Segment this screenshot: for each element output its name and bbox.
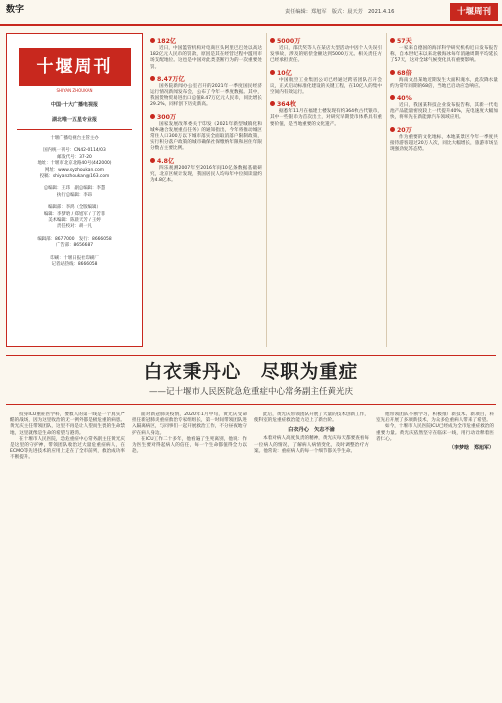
page-header bbox=[0, 0, 502, 26]
article-paragraph: 在十堰市人民医院，急危重症中心常务副主任黄光庆是这里的守护神，带领团队收治过大量危重症病人，在ECMO等先进技术的应用上走在了全市前列，救治成功率不断提升。 bbox=[10, 436, 125, 461]
publication-info-panel bbox=[6, 33, 143, 347]
bullet-icon bbox=[150, 114, 155, 119]
info-line: 总编辑：王玮 副总编辑：李慧 bbox=[43, 186, 106, 192]
article-paragraph: 此后，黄光庆带领团队开展了大量的技术创新工作，使科室的危重症救治能力迈上了新台阶。 bbox=[254, 412, 369, 424]
bullet-icon bbox=[150, 76, 155, 81]
info-line: 地址：十堰市北京北路40号(442000) bbox=[37, 161, 112, 167]
news-headline: 68倍 bbox=[390, 69, 498, 78]
info-line: 编辑：李梦晗 / 郑旭军 / 丁若菲 bbox=[43, 211, 106, 217]
news-column-1 bbox=[150, 33, 262, 347]
article-paragraph: 投身ICU重症医学科，要救人的第一线是一个真实严酷的战场，因为这里收治的无一例外都是极危重的病患。黄光庆主任带领团队，这里不再是让人望而生畏的生命禁地，这里就像是生命的希望与港湾。 bbox=[10, 412, 125, 436]
bullet-icon bbox=[390, 127, 395, 132]
article-headline bbox=[6, 355, 496, 405]
newspaper-logo: 十堰周刊 bbox=[19, 48, 131, 86]
news-column-3 bbox=[390, 33, 498, 347]
info-line: 执行总编辑：李昂 bbox=[56, 192, 93, 198]
bullet-icon bbox=[270, 70, 275, 75]
bullet-icon bbox=[150, 158, 155, 163]
info-line: 网址：www.syzhoukan.com bbox=[44, 167, 105, 173]
news-headline: 40% bbox=[390, 94, 498, 103]
bullet-icon bbox=[270, 101, 275, 106]
pub-line: 中国·十大广播电视报 bbox=[51, 102, 98, 109]
article-paragraph: 本着对病人高度负责的精神，黄光庆每天都要查看每一位病人的情况，了解病人病情变化，及时调整治疗方案。他常说：重症病人的每一个细节都关乎生命。 bbox=[254, 436, 369, 454]
divider bbox=[17, 129, 132, 130]
news-headline: 182亿 bbox=[150, 37, 262, 46]
news-text: 国务院新闻办公室召开的2021年一季度国民经济运行情况新闻发布会，公布了今年一季度数据。其中，我国货物贸易进出口总值8.47万亿元人民币，同比增长29.2%，同样创下历史新高。 bbox=[150, 83, 262, 108]
bullet-icon bbox=[390, 38, 395, 43]
editor-info: 责任编辑：郑旭军 版式：晨天芳 2021.4.16 bbox=[285, 9, 395, 15]
news-headline: 57天 bbox=[390, 37, 498, 46]
info-line: 美术编辑：陈晨天芳 / 王婷 bbox=[48, 218, 101, 224]
news-text: 近日，邵氏奖等人在某店大型活动中因个人失误引发事故，涉及的赔偿金额达到5000万元。相关责任方已经承担责任。 bbox=[270, 46, 382, 64]
article-column-3 bbox=[254, 412, 369, 695]
article-paragraph: 如今，十堰市人民医院ICU已经成为全市危重症救治的重要力量。黄光庆依然坚守在临床一线，用行动诠释着医者仁心。 bbox=[376, 424, 494, 442]
article-title: 白衣秉丹心 尽职为重症 bbox=[143, 362, 359, 383]
news-text: 据悉年11月在福建土楼发现有约364枚古代银币，其中一些银币为首次出土，对研究早期货币体系具有重要价值，是当地重要的文化遗产。 bbox=[270, 109, 382, 127]
info-line: 责任校对：胡一凡 bbox=[56, 224, 93, 230]
info-line: 广告部：8656687 bbox=[55, 243, 94, 249]
article-column-2 bbox=[132, 412, 247, 695]
info-line: 国内统一刊号：CN42-0114/03 bbox=[43, 148, 106, 154]
article-subtitle: ——记十堰市人民医院急危重症中心常务副主任黄光庆 bbox=[148, 387, 353, 397]
article-author: （李梦晗 郑旭军） bbox=[448, 445, 494, 452]
bullet-icon bbox=[390, 95, 395, 100]
bullet-icon bbox=[150, 38, 155, 43]
article-paragraph: 面对新冠肺炎疫情，2020年1月中旬，黄光庆受命担任新冠肺炎重症救治专家组组长，第一时间带领团队进入隔离病区，与同事们一起开展救治工作，不分昼夜地守护在病人身边。 bbox=[132, 412, 247, 436]
info-line: 编辑部：李鸿（全版编辑） bbox=[48, 205, 101, 211]
column-divider bbox=[386, 33, 387, 347]
news-text: 国家发展改革委关于印发《2021年新型城镇化和城乡融合发展重点任务》的通知指出，今年将推动城区常住人口300万以下城市落实全面取消落户限制政策，实行积分落户政策的城市确保社保缴纳年限和居住年限分数占主要比例。 bbox=[150, 121, 262, 152]
news-headline: 10亿 bbox=[270, 69, 382, 78]
news-text: 海南文昌某地近期发生大面积淹水，此次降水量约为常年同期的68倍，当地已启动应急响应。 bbox=[390, 77, 498, 89]
article-paragraph: 在ICU工作二十多年，他看遍了生死离别，他说：作为医生要对得起病人的信任，每一个生命都值得全力以赴。 bbox=[132, 436, 247, 455]
news-text: 近日，中国篮管机构对电商巨头阿里巴巴处以高达182亿元人民币的罚款，原因是其在经营过程中滥用市场支配地位。这也是中国对此类垄断行为的一次重要处罚。 bbox=[150, 46, 262, 70]
news-headline: 20万 bbox=[390, 126, 498, 135]
info-line: 印刷：十堰日报社印刷厂 bbox=[50, 255, 99, 261]
info-line: 投稿：shiyanzhoukan@163.com bbox=[39, 174, 110, 180]
news-text: 近日，我国某科技企业发布报告称，其新一代电池产品能量密度较上一代提升40%，充电速度大幅加快，将率先在新能源汽车领域应用。 bbox=[390, 103, 498, 121]
news-headline: 364枚 bbox=[270, 100, 382, 109]
pub-line: 湖北唯一五星专业报 bbox=[51, 116, 97, 123]
news-text: 四乐观测2007年至2016年间10亿条数据基础研究，北京区统计发现，我国居民人均每年中位阅读量约为4.8亿本。 bbox=[150, 165, 262, 184]
newspaper-logo-en: SHIYAN ZHOUKAN bbox=[56, 88, 93, 93]
news-headline: 4.8亿 bbox=[150, 157, 262, 166]
news-headline: 300万 bbox=[150, 113, 262, 122]
bullet-icon bbox=[270, 38, 275, 43]
news-text: 中国航空工业集团公司已经通过跨省团队召开会议，正式启动标准化建设的关键工程，在10亿人的集中空间内有效运行。 bbox=[270, 77, 382, 96]
column-divider bbox=[266, 33, 267, 347]
news-headline: 5000万 bbox=[270, 37, 382, 46]
news-text: 一家来自德国的海洋科学研究机构近日发布报告称，自本世纪末以来北极海冰每年消融周期平均延长了57天，这对全球气候变化具有重要影响。 bbox=[390, 46, 498, 64]
article-column-1 bbox=[10, 412, 125, 695]
article-paragraph: 他带领团队不断学习，积极推广新技术、新项目，科室先后开展了多项新技术，为众多危重病人带来了希望。 bbox=[376, 412, 494, 424]
info-line: 十堰广播电视台主管主办 bbox=[50, 136, 99, 142]
info-line: 编辑部：8677000 发行：8666058 bbox=[37, 236, 112, 242]
news-column-2 bbox=[270, 33, 382, 347]
masthead-badge: 十堰周刊 bbox=[450, 3, 498, 21]
info-line: 邮发代号：37-20 bbox=[57, 154, 92, 160]
news-headline: 8.47万亿 bbox=[150, 75, 262, 84]
news-text: 作为重要的文化地标，本地某景区今年一季度共接待游客超过20万人次，同比大幅增长，旅游市场呈现强劲复苏态势。 bbox=[390, 134, 498, 153]
section-name: 数字 bbox=[6, 5, 25, 15]
bullet-icon bbox=[390, 70, 395, 75]
article-column-4 bbox=[376, 412, 494, 695]
article-subheading: 白衣丹心 矢志不渝 bbox=[288, 427, 335, 434]
info-line: 记者站热线：8666058 bbox=[51, 262, 98, 268]
